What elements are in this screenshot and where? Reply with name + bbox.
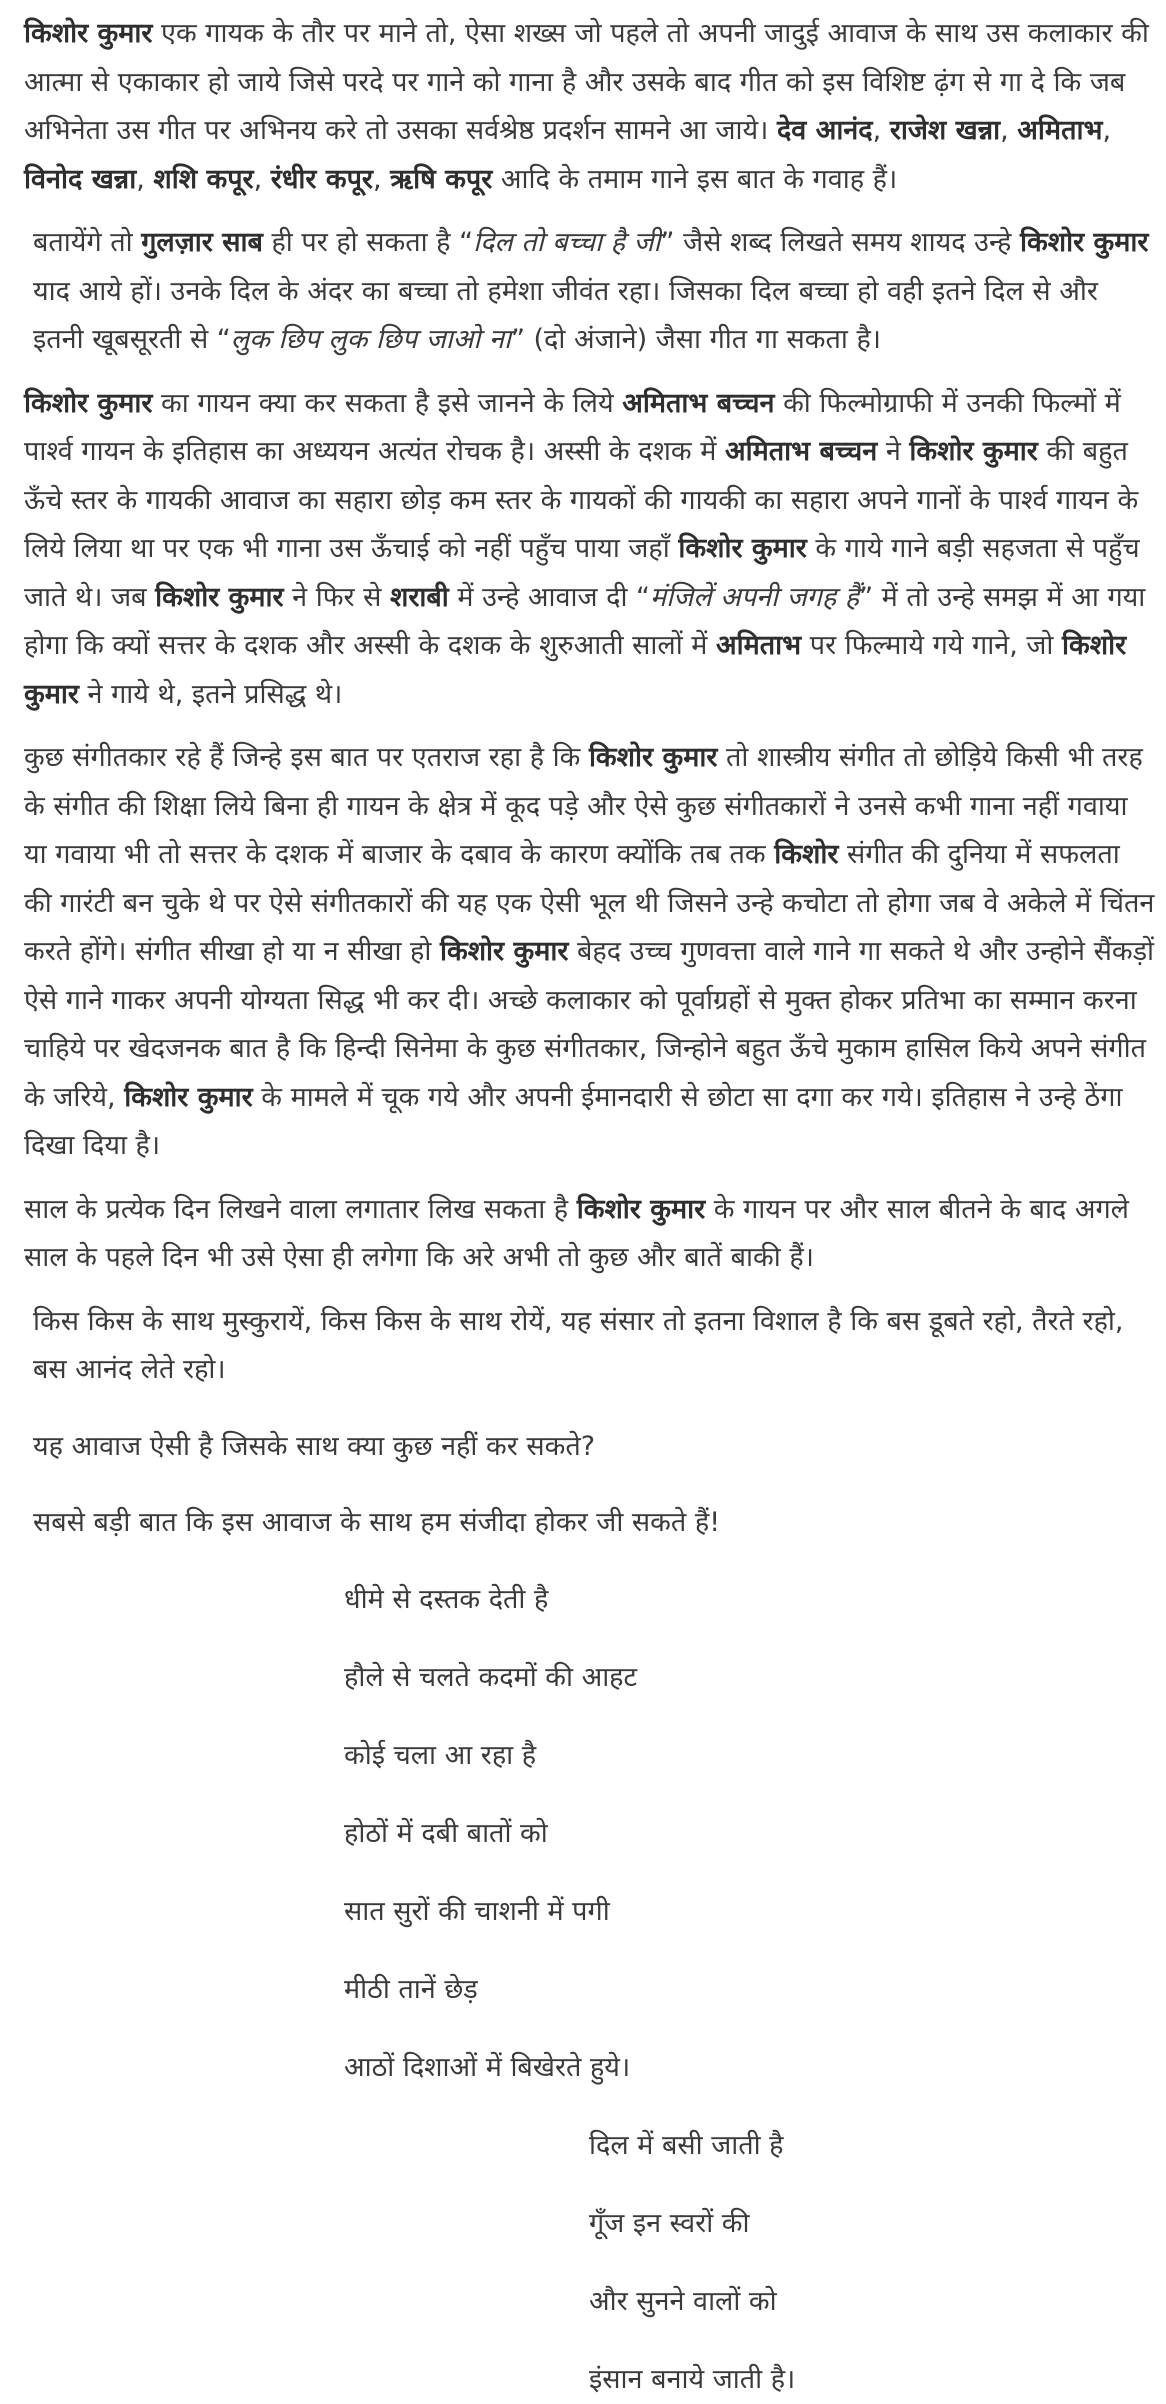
bold-name: किशोर कुमार [155,581,284,613]
bold-name: राजेश खन्ना [889,115,1001,146]
text-run: का गायन क्या कर सकता है इसे जानने के लिये [152,387,623,419]
text-run: आदि के तमाम गाने इस बात के गवाह हैं। [492,163,898,195]
poem-line: कोई चला आ रहा है [344,1739,537,1771]
paragraph [24,380,1156,720]
text-run: ” जैसे शब्द लिखते समय शायद उन्हे [660,227,1020,258]
poem-line: और सुनने वालों को [589,2285,777,2317]
bold-name: अमिताभ [716,630,802,661]
bold-name: किशोर कुमार [678,533,807,564]
poem-line: हौले से चलते कदमों की आहट [344,1661,638,1693]
bold-name: देव आनंद [776,115,873,146]
text-run: ” (दो अंजाने) जैसा गीत गा सकता है। [510,324,882,355]
text-run: एक गायक के तौर पर माने तो, ऐसा शख्स जो पहले तो अपनी जादुई आवाज के साथ उस कलाकार की आत्मा से एकाकार हो जाये जिसे परदे पर गाने को गाना है और उसके बाद गीत को इस विशिष्ट ढ़ंग से गा दे कि जब अभिनेता उस गीत पर अभिनय करे तो उसका सर्वश्रेष्ठ प्रदर्शन सामने आ जाये। [24,18,1149,146]
bold-name: रंधीर कपूर [270,163,373,195]
poem-line: होठों में दबी बातों को [344,1817,548,1849]
text-run: ही पर हो सकता है “ [262,227,474,258]
poem-line: सात सुरों की चाशनी में पगी [344,1895,610,1927]
bold-name: किशोर कुमार [24,387,153,419]
poem [24,1576,1156,2404]
text-run: के गायन पर और साल बीतने के बाद अगले साल के पहले दिन भी उसे ऐसा ही लगेगा कि अरे अभी तो कुछ और बातें बाकी हैं। [24,1193,1129,1273]
text-run: बतायेंगे तो [33,227,142,258]
bold-name: अमिताभ बच्चन [724,436,878,467]
bold-name: अमिताभ बच्चन [622,387,775,419]
paragraph [24,219,1156,365]
text-run: , [372,163,391,195]
text-run: साल के प्रत्येक दिन लिखने वाला लगातार लिख सकता है [24,1193,577,1225]
text-run: संगीत की दुनिया में सफलता की गारंटी बन चुके थे पर ऐसे संगीतकारों की यह एक ऐसी भूल थी जिसने उन्हे कचोटा तो होगा जब वे अकेले में चिंतन करते होंगे। संगीत सीखा हो या न सीखा हो [24,839,1155,967]
text-run: , [1102,115,1112,146]
text-run: , [872,115,890,146]
text-run: कुछ संगीतकार रहे हैं जिन्हे इस बात पर एतराज रहा है कि [24,742,589,773]
bold-name: किशोर कुमार [1019,227,1149,258]
quoted-song-title: लुक छिप लुक छिप जाओ ना [230,324,511,355]
poem-line: आठों दिशाओं में बिखेरते हुये। [344,2051,631,2083]
text-run: ने गाये थे, इतने प्रसिद्ध थे। [78,678,343,710]
bold-name: किशोर कुमार [909,436,1038,467]
article-text [24,10,1156,1548]
paragraph [24,1186,1156,1283]
text-run: तो शास्त्रीय संगीत तो छोड़िये किसी भी तरह के संगीत की शिक्षा लिये बिना ही गायन के क्षेत्र में कूद पड़े और ऐसे कुछ संगीतकारों ने उनसे कभी गाना नहीं गवाया या गवाया भी तो सत्तर के दशक में बाजार के दबाव के कारण क्योंकि तब तक [24,742,1143,870]
text-run: किस किस के साथ मुस्कुरायें, किस किस के साथ रोयें, यह संसार तो इतना विशाल है कि बस डूबते रहो, तैरते रहो, बस आनंद लेते रहो। [33,1305,1124,1385]
text-run: , [1000,115,1018,146]
bold-name: ऋषि कपूर [390,163,493,195]
bold-name: किशोर कुमार [439,936,569,967]
paragraph [24,1298,1156,1395]
quoted-song-title: मंजिलें अपनी जगह हैं [650,581,860,613]
poem-line: धीमे से दस्तक देती है [344,1583,549,1615]
text-run: बेहद उच्च गुणवत्ता वाले गाने गा सकते थे और उन्होने सैंकड़ों ऐसे गाने गाकर अपनी योग्यता सिद्ध भी कर दी। अच्छे कलाकार को पूर्वाग्रहों से मुक्त होकर प्रतिभा का सम्मान करना चाहिये पर खेदजनक बात है कि हिन्दी सिनेमा के कुछ संगीतकार, जिन्होने बहुत ऊँचे मुकाम हासिल किये अपने संगीत के जरिये, [24,936,1155,1113]
text-run: के मामले में चूक गये और अपनी ईमानदारी से छोटा सा दगा कर गये। इतिहास ने उन्हे ठेंगा दिखा दिया है। [24,1081,1123,1161]
bold-name: शशि कपूर [153,163,254,195]
text-run: , [136,163,154,195]
paragraph [24,734,1156,1171]
paragraph [24,10,1156,204]
bold-name: किशोर कुमार [24,18,153,49]
text-run: पर फिल्माये गये गाने, जो [801,630,1062,661]
text-run: के गाये गाने बड़ी सहजता से पहुँच जाते थे। जब [24,533,1140,613]
poem-line: इंसान बनाये जाती है। [589,2363,796,2395]
poem-line: गूँज इन स्वरों की [589,2207,750,2239]
text-run: , [253,163,271,195]
text-run: सबसे बड़ी बात कि इस आवाज के साथ हम संजीदा होकर जी सकते हैं! [33,1507,721,1538]
text-run: की फिल्मोग्राफी में उनकी फिल्मों में पार्श्व गायन के इतिहास का अध्ययन अत्यंत रोचक है। अस्सी के दशक में [24,387,1121,467]
text-run: ने [877,436,910,467]
text-run: याद आये हों। उनके दिल के अंदर का बच्चा तो हमेशा जीवंत रहा। जिसका दिल बच्चा हो वही इतने दिल से और इतनी खूबसूरती से “ [33,275,1098,355]
bold-name: विनोद खन्ना [24,163,137,195]
bold-name: शराबी [389,581,449,613]
paragraph [24,1499,1156,1548]
text-run: ने फिर से [283,581,390,613]
bold-name: किशोर कुमार [588,742,718,773]
poem-line: दिल में बसी जाती है [589,2129,784,2161]
bold-name: किशोर कुमार [124,1081,253,1113]
paragraph [24,1423,1156,1472]
bold-name: किशोर कुमार [24,630,1127,710]
text-run: में उन्हे आवाज दी “ [448,581,651,613]
text-run: यह आवाज ऐसी है जिसके साथ क्या कुछ नहीं कर सकते? [33,1430,596,1462]
bold-name: किशोर [774,839,839,870]
bold-name: गुलज़ार साब [141,227,263,258]
text-run: ” में तो उन्हे समझ में आ गया होगा कि क्यों सत्तर के दशक और अस्सी के दशक के शुरुआती सालों में [24,581,1146,661]
text-run: की बहुत ऊँचे स्तर के गायकी आवाज का सहारा छोड़ कम स्तर के गायकों की गायकी का सहारा अपने गानों के पार्श्व गायन के लिये लिया था पर एक भी गाना उस ऊँचाई को नहीं पहुँच पाया जहाँ [24,436,1139,564]
quoted-song-title: दिल तो बच्चा है जी [473,227,661,258]
poem-line: मीठी तानें छेड़ [344,1973,478,2005]
bold-name: अमिताभ [1017,115,1103,146]
bold-name: किशोर कुमार [576,1193,706,1225]
